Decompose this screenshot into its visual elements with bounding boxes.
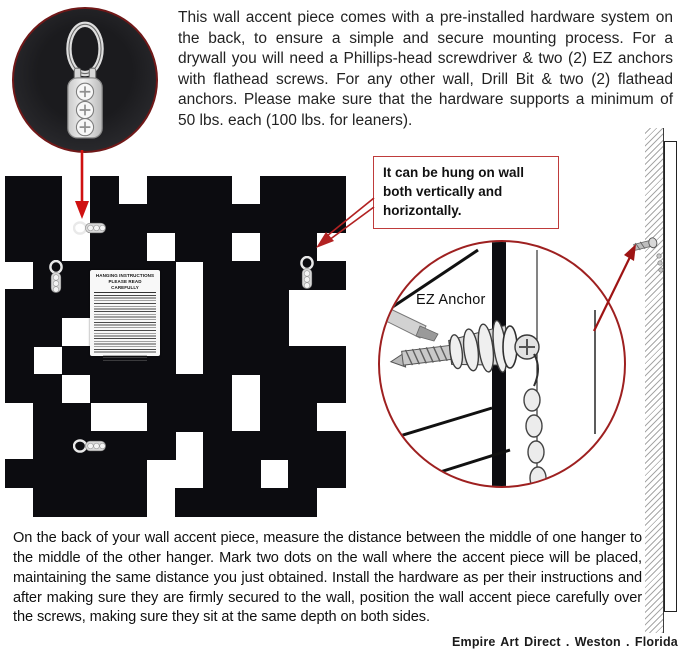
wall-cross-section — [645, 128, 664, 633]
artwork-pixel — [288, 459, 317, 488]
artwork-pixel — [175, 403, 204, 432]
artwork-pixel — [147, 403, 176, 432]
artwork-pixel — [232, 346, 261, 375]
artwork-pixel — [260, 488, 289, 517]
wall-accent-piece-back — [5, 176, 345, 516]
artwork-pixel — [203, 233, 232, 262]
artwork-pixel — [288, 488, 317, 517]
artwork-pixel — [232, 488, 261, 517]
artwork-pixel — [33, 318, 62, 347]
artwork-pixel — [232, 431, 261, 460]
artwork-pixel — [90, 459, 119, 488]
artwork-pixel — [62, 261, 91, 290]
artwork-pixel — [5, 233, 34, 262]
artwork-pixel — [62, 403, 91, 432]
brand-line: Empire Art Direct . Weston . Florida — [452, 635, 678, 649]
artwork-pixel — [260, 289, 289, 318]
artwork-pixel — [288, 204, 317, 233]
artwork-pixel — [147, 374, 176, 403]
artwork-pixel — [33, 403, 62, 432]
label-fine-print — [94, 295, 156, 353]
artwork-pixel — [232, 289, 261, 318]
artwork-pixel — [5, 289, 34, 318]
artwork-pixel — [175, 233, 204, 262]
artwork-pixel — [288, 346, 317, 375]
artwork-pixel — [232, 204, 261, 233]
artwork-pixel — [62, 346, 91, 375]
hardware-magnifier-circle — [12, 7, 158, 153]
artwork-pixel — [203, 318, 232, 347]
artwork-pixel — [260, 318, 289, 347]
artwork-pixel — [90, 488, 119, 517]
artwork-pixel — [90, 233, 119, 262]
label-divider — [94, 292, 156, 293]
artwork-pixel — [147, 204, 176, 233]
artwork-pixel — [317, 261, 346, 290]
artwork-pixel — [5, 176, 34, 205]
mounting-instructions-paragraph: This wall accent piece comes with a pre-installed hardware system on the back, to ensure a simple and secure mounting process. For a drywall you will need a Phillips-head screwdriver & two (2) EZ anchors with flathead screws. For any other wall, Drill Bit & two (2) flathead anchors. Please make sure that the hardware supports a minimum of 50 lbs. each (100 lbs. for leaners). — [178, 9, 673, 130]
artwork-pixel — [203, 403, 232, 432]
label-title: HANGING INSTRUCTIONS — [95, 273, 155, 278]
artwork-pixel — [175, 176, 204, 205]
artwork-pixel — [203, 488, 232, 517]
ez-anchor-diagram — [380, 242, 624, 486]
artwork-pixel — [118, 459, 147, 488]
artwork-pixel — [260, 204, 289, 233]
artwork-pixel — [118, 488, 147, 517]
d-ring-hanger-large-icon — [46, 20, 124, 140]
artwork-pixel — [5, 459, 34, 488]
artwork-pixel — [118, 233, 147, 262]
artwork-pixel — [5, 204, 34, 233]
artwork-pixel — [317, 346, 346, 375]
artwork-pixel — [317, 176, 346, 205]
artwork-pixel — [203, 459, 232, 488]
artwork-pixel — [118, 431, 147, 460]
artwork-pixel — [33, 374, 62, 403]
artwork-pixel — [288, 374, 317, 403]
artwork-pixel — [317, 459, 346, 488]
artwork-pixel — [288, 176, 317, 205]
artwork-pixel — [33, 431, 62, 460]
artwork-pixel — [288, 431, 317, 460]
d-ring-hanger-right-icon — [299, 256, 315, 292]
artwork-pixel — [260, 346, 289, 375]
artwork-pixel — [317, 374, 346, 403]
artwork-pixel — [203, 204, 232, 233]
artwork-pixel — [175, 374, 204, 403]
d-ring-hanger-left-icon — [48, 260, 64, 296]
d-ring-hanger-top-icon — [73, 220, 109, 236]
measuring-instructions-paragraph: On the back of your wall accent piece, measure the distance between the middle of one hanger to the middle of the other hanger. Mark two dots on the wall where the accent piece will be placed, maintaining the same distance you just obtained. Install the hardware as per their instructions and after making sure they are firmly secured to the wall, position the wall accent piece carefully over the screws, making sure they sit at the same depth on both sides. — [13, 530, 642, 626]
artwork-pixel — [203, 374, 232, 403]
artwork-pixel — [203, 289, 232, 318]
artwork-pixel — [203, 261, 232, 290]
artwork-pixel — [203, 176, 232, 205]
artwork-pixel — [90, 374, 119, 403]
accent-piece-side-view — [664, 141, 677, 612]
hanging-instructions-label — [90, 270, 160, 356]
artwork-pixel — [147, 431, 176, 460]
artwork-pixel — [175, 204, 204, 233]
artwork-pixel — [317, 431, 346, 460]
artwork-pixel — [260, 176, 289, 205]
artwork-pixel — [175, 488, 204, 517]
artwork-pixel — [232, 459, 261, 488]
artwork-pixel — [62, 289, 91, 318]
d-ring-hanger-bottom-icon — [73, 438, 109, 454]
artwork-pixel — [5, 318, 34, 347]
label-footer — [103, 355, 146, 361]
artwork-pixel — [260, 374, 289, 403]
screwdriver-icon — [380, 304, 438, 341]
artwork-pixel — [62, 488, 91, 517]
artwork-pixel — [260, 431, 289, 460]
artwork-pixel — [5, 374, 34, 403]
artwork-pixel — [33, 176, 62, 205]
label-subtitle: PLEASE READ CAREFULLY — [108, 278, 142, 290]
artwork-pixel — [232, 318, 261, 347]
hanger-edge-view — [524, 389, 546, 486]
artwork-pixel — [33, 204, 62, 233]
ez-anchor-label: EZ Anchor — [416, 292, 486, 308]
artwork-pixel — [118, 204, 147, 233]
artwork-pixel — [203, 431, 232, 460]
artwork-pixel — [62, 459, 91, 488]
artwork-pixel — [33, 488, 62, 517]
artwork-pixel — [260, 403, 289, 432]
hang-orientation-callout: It can be hung on wall both vertically and horizontally. — [373, 156, 559, 229]
artwork-pixel — [203, 346, 232, 375]
artwork-pixel — [5, 346, 34, 375]
artwork-pixel — [317, 204, 346, 233]
artwork-pixel — [118, 374, 147, 403]
artwork-pixel — [33, 233, 62, 262]
artwork-pixel — [260, 261, 289, 290]
ez-anchor-zoom-circle — [378, 240, 626, 488]
artwork-pixel — [232, 261, 261, 290]
artwork-pixel — [33, 459, 62, 488]
artwork-pixel — [147, 176, 176, 205]
artwork-pixel — [260, 233, 289, 262]
artwork-pixel — [90, 176, 119, 205]
artwork-pixel — [288, 403, 317, 432]
